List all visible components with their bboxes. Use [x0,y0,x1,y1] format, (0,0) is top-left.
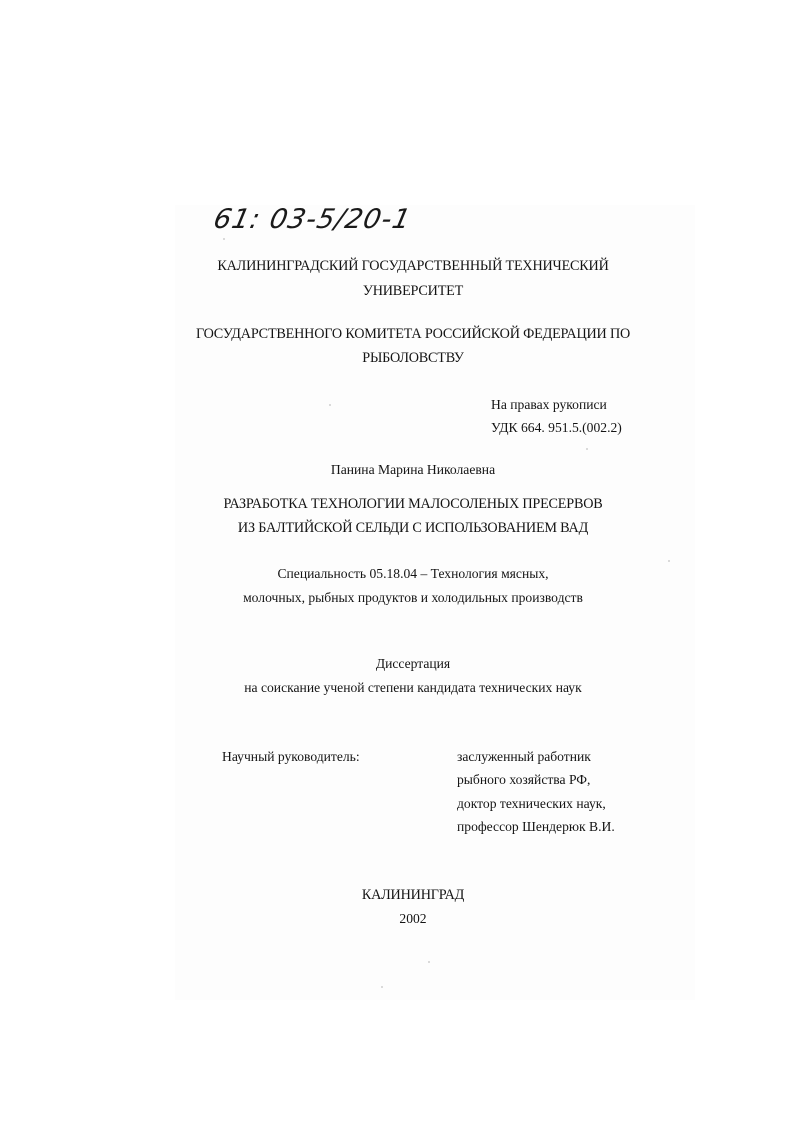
city: КАЛИНИНГРАД [361,887,465,903]
advisor-title-line-4: профессор Шендерюк В.И. [457,819,615,834]
scan-speck [586,448,588,450]
scan-speck [381,986,383,988]
degree-line-1: Диссертация [375,656,451,671]
scan-speck [668,560,670,562]
advisor-label: Научный руководитель: [222,749,360,764]
manuscript-rights-note: На правах рукописи [491,397,607,412]
specialty-line-1: Специальность 05.18.04 – Технология мясных, [277,566,549,581]
institution-line-2: УНИВЕРСИТЕТ [362,283,464,299]
handwritten-shelfmark: 61: 03-5/20-1 [210,204,414,235]
committee-line-1: ГОСУДАРСТВЕННОГО КОМИТЕТА РОССИЙСКОЙ ФЕДЕРАЦИИ ПО [195,326,631,342]
advisor-title-line-2: рыбного хозяйства РФ, [457,772,591,787]
scan-speck [428,961,430,963]
title-line-2: ИЗ БАЛТИЙСКОЙ СЕЛЬДИ С ИСПОЛЬЗОВАНИЕМ ВАД [237,520,589,536]
institution-line-1: КАЛИНИНГРАДСКИЙ ГОСУДАРСТВЕННЫЙ ТЕХНИЧЕСКИЙ [217,258,609,274]
year: 2002 [399,911,427,926]
udc-code: УДК 664. 951.5.(002.2) [491,420,622,435]
scan-speck [223,238,225,240]
scan-speck [329,404,331,406]
author-name: Панина Марина Николаевна [330,462,496,477]
advisor-title-line-3: доктор технических наук, [457,796,606,811]
title-line-1: РАЗРАБОТКА ТЕХНОЛОГИИ МАЛОСОЛЕНЫХ ПРЕСЕРВОВ [223,496,603,512]
committee-line-2: РЫБОЛОВСТВУ [362,350,464,366]
advisor-title-line-1: заслуженный работник [457,749,591,764]
degree-line-2: на соискание ученой степени кандидата технических наук [244,680,582,695]
specialty-line-2: молочных, рыбных продуктов и холодильных производств [243,590,583,605]
